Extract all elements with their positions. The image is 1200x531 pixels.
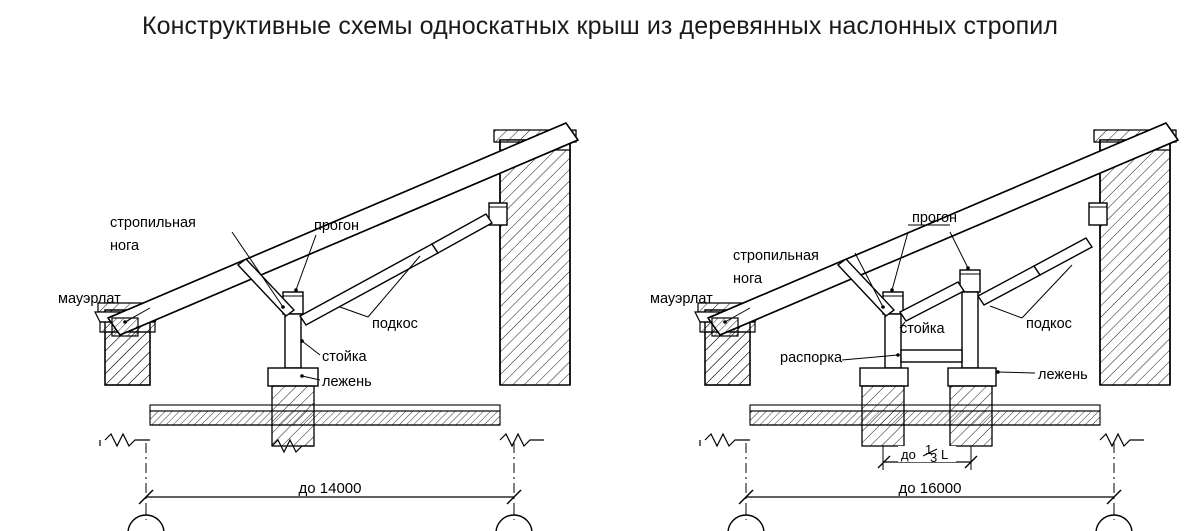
right-pillar-right xyxy=(950,386,992,446)
right-pillar-left xyxy=(862,386,904,446)
left-scheme xyxy=(58,123,578,531)
right-label-spacer: распорка xyxy=(780,350,843,366)
diagrams-container xyxy=(0,60,1200,531)
left-label-post: стойка xyxy=(322,349,367,365)
left-label-rafter-leg: стропильная xyxy=(110,215,196,231)
right-floor-slab xyxy=(750,405,1100,425)
right-post-spacing-prefix: до xyxy=(901,447,916,462)
left-label-mauerlat: мауэрлат xyxy=(58,291,121,307)
left-floor-slab xyxy=(150,405,500,425)
page-title: Конструктивные схемы односкатных крыш из деревянных наслонных стропил xyxy=(141,12,1059,40)
left-label-brace: подкос xyxy=(372,316,418,332)
right-ground-breaks xyxy=(700,434,1144,446)
right-post-right xyxy=(962,292,978,368)
right-sill-beam-left xyxy=(860,368,908,386)
right-dimension xyxy=(739,480,1121,504)
left-label-purlin: прогон xyxy=(314,218,360,234)
right-post-spacing-denominator: 3 xyxy=(930,450,938,465)
right-label-purlin: прогон xyxy=(912,210,958,226)
right-purlin-right xyxy=(1089,203,1107,225)
right-label-post: стойка xyxy=(900,321,945,337)
right-label-sill-beam: лежень xyxy=(1038,367,1088,383)
left-pillar xyxy=(272,386,314,446)
right-label-rafter-leg: стропильная xyxy=(733,248,819,264)
right-spacer xyxy=(901,350,962,362)
right-scheme xyxy=(650,123,1178,531)
right-label-rafter-leg-2: нога xyxy=(733,271,763,287)
schemes-svg xyxy=(0,60,1200,531)
left-post xyxy=(285,314,301,368)
right-label-brace: подкос xyxy=(1026,316,1072,332)
left-ground-breaks xyxy=(100,434,544,452)
left-label-rafter-leg-2: нога xyxy=(110,238,140,254)
right-post-left xyxy=(885,314,901,368)
right-label-mauerlat: мауэрлат xyxy=(650,291,713,307)
left-sill-beam xyxy=(268,368,318,386)
right-post-spacing-suffix: L xyxy=(941,447,949,462)
right-span-dimension-label: до 16000 xyxy=(898,480,962,497)
right-post-spacing-numerator: 1 xyxy=(925,442,933,457)
right-sill-beam-right xyxy=(948,368,996,386)
left-dimension xyxy=(139,480,521,504)
left-span-dimension-label: до 14000 xyxy=(298,480,362,497)
left-label-sill-beam: лежень xyxy=(322,374,372,390)
